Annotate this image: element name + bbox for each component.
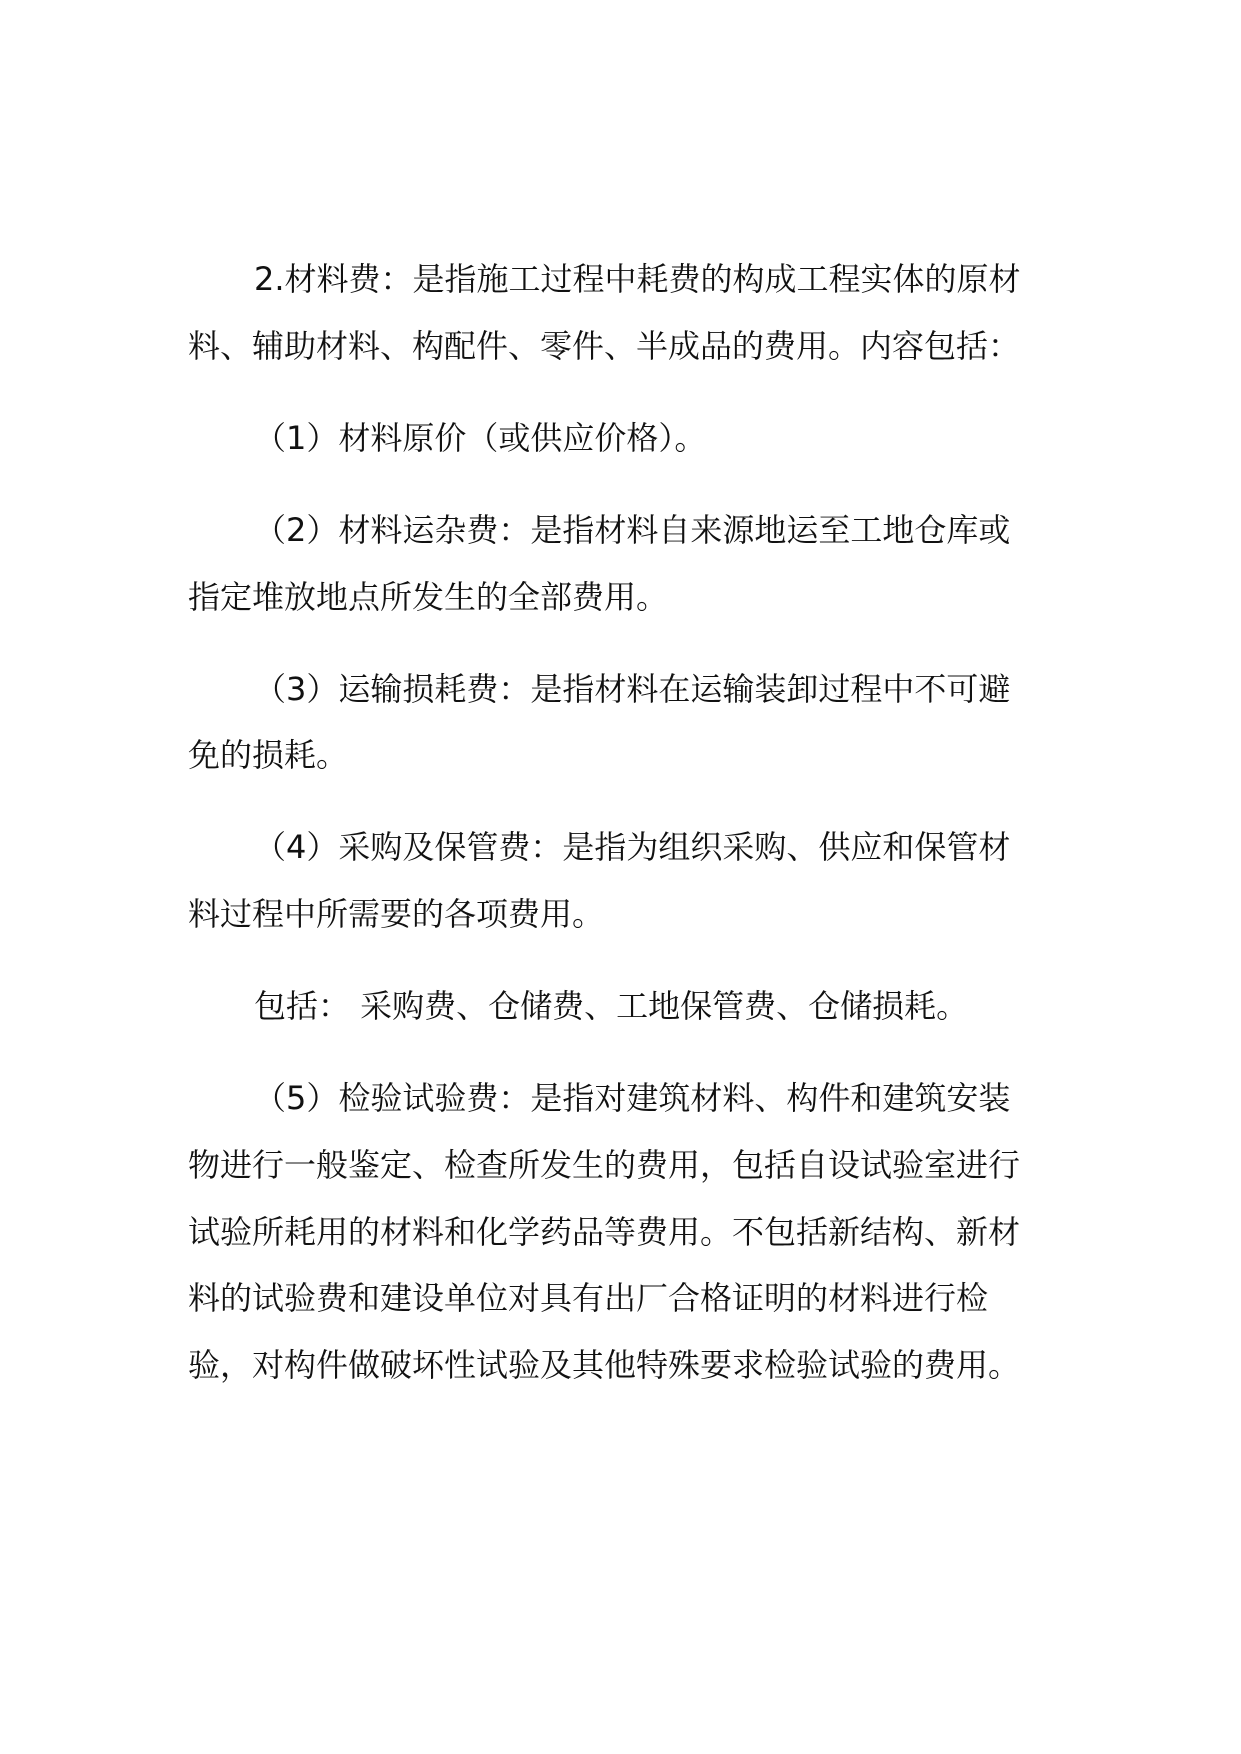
item-4-line-1: （4）采购及保管费：是指为组织采购、供应和保管材 <box>254 828 1011 866</box>
item-5-line-1: （5）检验试验费：是指对建筑材料、构件和建筑安装 <box>254 1079 1011 1117</box>
item-5-line-2: 物进行一般鉴定、检查所发生的费用，包括自设试验室进行 <box>188 1146 1021 1184</box>
item-5-line-3: 试验所耗用的材料和化学药品等费用。不包括新结构、新材 <box>188 1213 1021 1251</box>
paragraph-material-cost-line-1: 2.材料费：是指施工过程中耗费的构成工程实体的原材 <box>254 260 1021 298</box>
item-4-line-2: 料过程中所需要的各项费用。 <box>188 895 605 933</box>
item-3-line-2: 免的损耗。 <box>188 736 349 774</box>
item-2-line-2: 指定堆放地点所发生的全部费用。 <box>188 578 669 616</box>
item-5-line-5: 验，对构件做破坏性试验及其他特殊要求检验试验的费用。 <box>188 1346 1021 1384</box>
paragraph-material-cost-line-2: 料、辅助材料、构配件、零件、半成品的费用。内容包括： <box>188 327 1021 365</box>
item-4-includes-line: 包括： 采购费、仓储费、工地保管费、仓储损耗。 <box>254 987 969 1025</box>
item-5-line-4: 料的试验费和建设单位对具有出厂合格证明的材料进行检 <box>188 1279 989 1317</box>
item-3-line-1: （3）运输损耗费：是指材料在运输装卸过程中不可避 <box>254 670 1011 708</box>
item-2-line-1: （2）材料运杂费：是指材料自来源地运至工地仓库或 <box>254 511 1011 549</box>
item-1-line-1: （1）材料原价（或供应价格）。 <box>254 419 707 457</box>
